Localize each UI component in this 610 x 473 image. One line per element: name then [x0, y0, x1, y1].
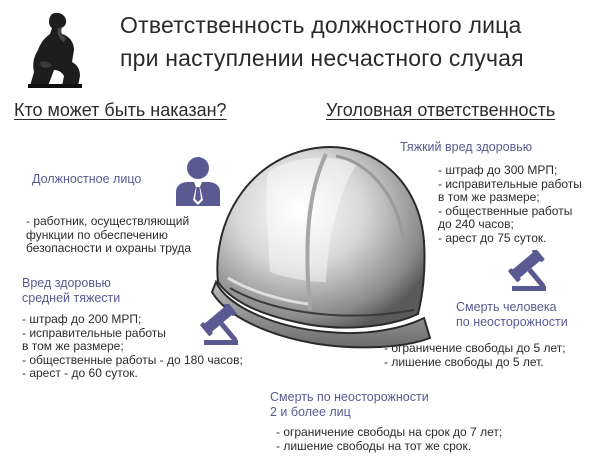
- who-can-be-punished-heading: Кто может быть наказан?: [14, 100, 227, 120]
- penalty-line: - лишение свободы на тот же срок.: [276, 438, 472, 453]
- penalty-line: - исправительные работы: [22, 325, 166, 340]
- penalty-line: - общественные работы: [438, 203, 573, 218]
- penalty-line: - арест - до 60 суток.: [22, 366, 138, 380]
- page-title-line-2: при наступлении несчастного случая: [120, 45, 524, 71]
- person-icon: [174, 156, 222, 206]
- multiple-deaths-label-line: Смерть по неосторожности: [270, 390, 429, 404]
- moderate-harm-label-line: средней тяжести: [22, 291, 121, 305]
- thinker-statue-icon: [22, 6, 84, 88]
- moderate-harm-label: [22, 276, 120, 306]
- official-description: [26, 215, 191, 256]
- severe-harm-penalties: [438, 164, 582, 245]
- official-description-line: безопасности и охраны труда: [26, 241, 192, 255]
- penalty-line: в том же размере;: [438, 190, 540, 204]
- gavel-icon: [508, 250, 554, 292]
- death-label-line: по неосторожности: [456, 315, 568, 329]
- death-penalties: [384, 342, 566, 369]
- severe-harm-label: Тяжкий вред здоровью: [400, 140, 533, 154]
- official-description-line: - работник, осуществляющий: [26, 214, 190, 228]
- penalty-line: - лишение свободы до 5 лет.: [384, 354, 544, 369]
- death-label: [456, 300, 568, 330]
- penalty-line: до 240 часов;: [438, 217, 514, 231]
- penalty-line: - исправительные работы: [438, 176, 582, 191]
- official-label: Должностное лицо: [32, 172, 142, 186]
- penalty-line: - ограничение свободы до 5 лет;: [384, 341, 566, 355]
- penalty-line: - штраф до 300 МРП;: [438, 163, 558, 177]
- moderate-harm-penalties: [22, 313, 243, 381]
- official-description-line: функции по обеспечению: [26, 227, 168, 242]
- multiple-deaths-label: [270, 390, 429, 420]
- death-label-line: Смерть человека: [456, 300, 557, 314]
- multiple-deaths-penalties: [276, 426, 502, 453]
- penalty-line: - арест до 75 суток.: [438, 230, 547, 245]
- page-title-line-1: Ответственность должностного лица: [120, 12, 522, 38]
- penalty-line: - штраф до 200 МРП;: [22, 312, 142, 326]
- penalty-line: - ограничение свободы на срок до 7 лет;: [276, 425, 503, 439]
- penalty-line: - общественные работы - до 180 часов;: [22, 352, 243, 367]
- penalty-line: в том же размере;: [22, 339, 124, 353]
- multiple-deaths-label-line: 2 и более лиц: [270, 405, 351, 419]
- moderate-harm-label-line: Вред здоровью: [22, 276, 111, 290]
- criminal-liability-heading: Уголовная ответственность: [326, 100, 556, 120]
